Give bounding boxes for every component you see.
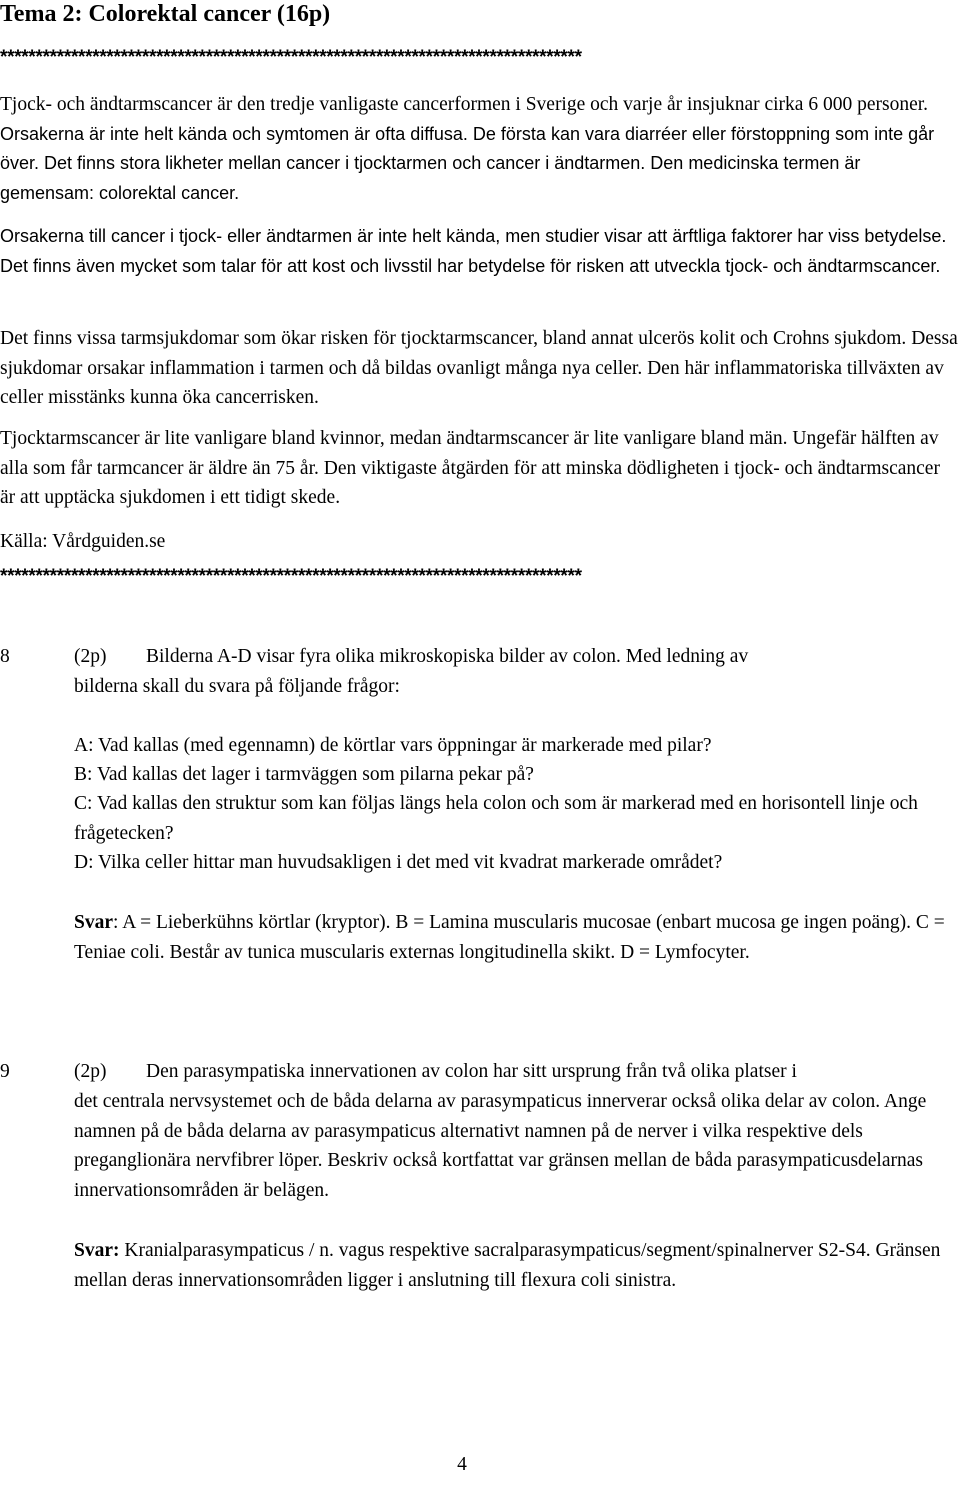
intro-paragraph-3 — [0, 324, 958, 413]
question-8-part-d — [74, 848, 958, 878]
question-8-number: 8 — [0, 646, 10, 667]
part-text: : Vad kallas det lager i tarmväggen som pilarna pekar på? — [87, 764, 534, 785]
separator-bottom: ********************************************************************************** — [0, 567, 582, 587]
source-citation: Källa: Vårdguiden.se — [0, 531, 166, 552]
question-9-lead: Den parasympatiska innervationen av colon har sitt ursprung från två olika platser i — [146, 1061, 797, 1082]
question-9-points: (2p) — [74, 1061, 107, 1082]
page-title: Tema 2: Colorektal cancer (16p) — [0, 1, 331, 27]
part-letter: D — [74, 852, 89, 873]
intro-text-sans: Orsakerna är inte helt kända och symtomen är ofta diffusa. De första kan vara diarréer eller förstoppning som inte går över. Det finns stora likheter mellan cancer i tjocktarmen och cancer i ändtarmen. Den medicinska termen är gemensam: colorektal cancer. — [0, 123, 935, 203]
intro-text: Dessa sjukdomar orsakar inflammation i tarmen och då bildas ovanligt många nya celler. Den här inflammatoriska tillväxten av celler misstänks kunna öka cancerrisken. — [0, 328, 958, 408]
part-text: : Vad kallas (med egennamn) de körtlar vars öppningar är markerade med pilar? — [88, 735, 712, 756]
answer-label: Svar — [74, 912, 113, 933]
part-text: : Vilka celler hittar man huvudsakligen i det med vit kvadrat markerade området? — [88, 852, 723, 873]
separator-top: ********************************************************************************** — [0, 48, 582, 68]
question-8-lead-continuation: bilderna skall du svara på följande frågor: — [74, 676, 400, 697]
answer-text: A = Lieberkühns körtlar (kryptor). B = Lamina muscularis mucosae (enbart mucosa ge ingen poäng). C = Teniae coli. Består av tunica muscularis externas longitudinella skikt. D = Lymfocyter. — [74, 912, 945, 963]
intro-text: Det finns även mycket som talar för att kost och livsstil har betydelse för risken att utveckla tjock- och ändtarmscancer. — [0, 255, 941, 276]
intro-paragraph-2 — [0, 222, 958, 281]
question-8-part-b — [74, 760, 958, 790]
answer-sep: : — [113, 912, 119, 933]
intro-paragraph-1 — [0, 90, 958, 208]
part-text: : Vad kallas den struktur som kan följas längs hela colon och som är markerad med en horisontell linje och frågetecken? — [74, 793, 918, 844]
intro-text: Den viktigaste åtgärden för att minska dödligheten i tjock- och ändtarmscancer är att upptäcka sjukdomen i ett tidigt skede. — [0, 457, 940, 508]
intro-text: Tjocktarmscancer är lite vanligare bland kvinnor, medan ändtarmscancer är lite vanligare bland män. Ungefär hälften av alla som får tarmcancer är äldre än 75 år. — [0, 428, 939, 479]
part-letter: B — [74, 764, 88, 785]
answer-text: Kranialparasympaticus / n. vagus respektive sacralparasympaticus/segment/spinalnerver S2-S4. Gränsen mellan deras innervationsområden ligger i anslutning till flexura coli sinistra. — [74, 1240, 941, 1291]
intro-text-serif: Tjock- och ändtarmscancer är den tredje vanligaste cancerformen i Sverige och varje år insjuknar cirka 6 000 personer. — [0, 94, 929, 115]
part-letter: C — [74, 793, 88, 814]
question-9-lead-continuation: det centrala nervsystemet och de båda delarna av parasympaticus innerverar också olika delar av colon. Ange namnen på de båda delarna av parasympaticus alternativt namnen på de nerver i vilka respektive dels preganglionära nervfibrer löper. Beskriv också kortfattat var gränsen mellan de båda parasympaticusdelarnas innervationsområden är belägen. — [74, 1091, 927, 1201]
question-8-part-c — [74, 789, 958, 848]
intro-text: Orsakerna till cancer i tjock- eller ändtarmen är inte helt kända, men studier visar att ärftliga faktorer har viss betydelse. — [0, 226, 947, 246]
question-8-answer — [74, 908, 958, 967]
page-number: 4 — [457, 1454, 467, 1475]
question-9-number: 9 — [0, 1061, 10, 1082]
intro-paragraph-4 — [0, 424, 958, 513]
question-8-part-a — [74, 731, 958, 761]
question-9-answer — [74, 1236, 958, 1295]
part-letter: A — [74, 735, 89, 756]
intro-text: Det finns vissa tarmsjukdomar som ökar risken för tjocktarmscancer, bland annat ulcerös kolit och Crohns sjukdom. — [0, 328, 912, 349]
question-8-points: (2p) — [74, 646, 107, 667]
answer-label: Svar: — [74, 1240, 120, 1261]
question-8-lead: Bilderna A-D visar fyra olika mikroskopiska bilder av colon. Med ledning av — [146, 646, 749, 667]
